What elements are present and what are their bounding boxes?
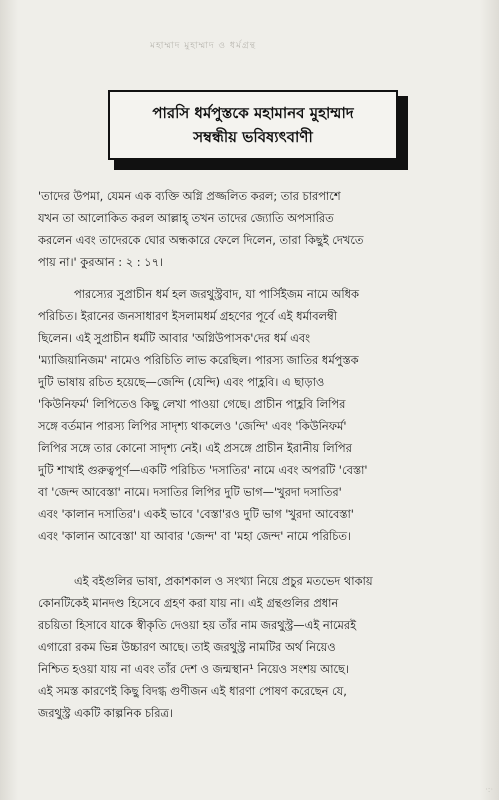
text-line: এবং 'কালান দসাতির'। একই ভাবে 'বেস্তা'রও দুটি ভাগ 'খুরদা আবেস্তা' xyxy=(38,507,354,521)
text-line: এবং 'কালান আবেস্তা' যা আবার 'জেন্দ' বা 'মহা জেন্দ' নামে পরিচিত। xyxy=(38,529,351,543)
text-line: 'ম্যাজিয়ানিজম' নামেও পরিচিতি লাভ করেছিল। পারস্য জাতির ধর্মপুস্তক xyxy=(38,353,359,367)
text-line: দুটি শাখাই গুরুত্বপূর্ণ—একটি পরিচিত 'দসাতির' নামে এবং অপরটি 'বেস্তা' xyxy=(38,463,368,477)
book-authorship-paragraph xyxy=(38,570,468,724)
text-line: পায় না।' কুরআন : ২ : ১৭। xyxy=(38,255,164,269)
bleed-through-header: মহাম্মাদ মুহাম্মাদ ও ধর্মগ্রন্থ xyxy=(150,41,257,50)
zoroastrianism-paragraph xyxy=(38,283,468,547)
text-line: এই সমস্ত কারণেই কিছু বিদগ্ধ গুণীজন এই ধারণা পোষণ করেছেন যে, xyxy=(38,684,347,698)
text-line: করলেন এবং তাদেরকে ঘোর অন্ধকারে ফেলে দিলেন, তারা কিছুই দেখতে xyxy=(38,233,364,247)
text-line: এগারো রকম ভিন্ন উচ্চারণ আছে। তাই জরথুস্ট্র নামটির অর্থ নিয়েও xyxy=(38,640,336,654)
text-line: দুটি ভাষায় রচিত হয়েছে—জেন্দি (যেন্দি) এবং পাহ্লবি। এ ছাড়াও xyxy=(38,375,325,389)
text-line: লিপির সঙ্গে তার কোনো সাদৃশ্য নেই। এই প্রসঙ্গে প্রাচীন ইরানীয় লিপির xyxy=(38,441,352,455)
text-line: বা 'জেন্দ আবেস্তা' নামে। দসাতির লিপির দুটি ভাগ—'খুরদা দসাতির' xyxy=(38,485,342,499)
text-line: যখন তা আলোকিত করল আল্লাহ্ তখন তাদের জ্যোতি অপসারিত xyxy=(38,211,334,225)
page-corner-smudge: ·:· xyxy=(485,785,493,794)
text-line: ছিলেন। এই সুপ্রাচীন ধর্মটি আবার 'অগ্নিউপাসক'দের ধর্ম এবং xyxy=(38,331,311,345)
quran-quote-paragraph xyxy=(38,185,468,273)
text-line: 'তাদের উপমা, যেমন এক ব্যক্তি অগ্নি প্রজ্জলিত করল; তার চারপাশে xyxy=(38,189,341,203)
chapter-title-box xyxy=(108,90,398,160)
text-line: কোনটিকেই মানদণ্ড হিসেবে গ্রহণ করা যায় না। এই গ্রন্থগুলির প্রধান xyxy=(38,596,339,610)
text-line: রচয়িতা হিসাবে যাকে স্বীকৃতি দেওয়া হয় তাঁর নাম জরথুস্ট্র—এই নামেরই xyxy=(38,618,357,632)
text-line: পারস্যের সুপ্রাচীন ধর্ম হল জরথুস্ট্রবাদ, যা পার্সিইজম নামে অধিক xyxy=(74,287,359,301)
chapter-title-line-2: সম্বন্ধীয় ভবিষ্যৎবাণী xyxy=(193,128,313,146)
text-line: নিশ্চিত হওয়া যায় না এবং তাঁর দেশ ও জন্মস্থান¹ নিয়েও সংশয় আছে। xyxy=(38,662,349,676)
text-line: পরিচিত। ইরানের জনসাধারণ ইসলামধর্ম গ্রহণের পূর্বে এই ধর্মাবলম্বী xyxy=(38,309,337,323)
text-line: সঙ্গে বর্তমান পারস্য লিপির সাদৃশ্য থাকলেও 'জেন্দি' এবং 'কিউনিফর্ম' xyxy=(38,419,347,433)
text-line: এই বইগুলির ভাষা, প্রকাশকাল ও সংখ্যা নিয়ে প্রচুর মতভেদ থাকায় xyxy=(74,574,373,588)
chapter-title-line-1: পারসি ধর্মপুস্তকে মহামানব মুহাম্মাদ xyxy=(152,104,354,122)
text-line: 'কিউনিফর্ম' লিপিতেও কিছু লেখা পাওয়া গেছে। প্রাচীন পাহ্লবি লিপির xyxy=(38,397,346,411)
text-line: জরথুস্ট্র একটি কাল্পনিক চরিত্র। xyxy=(38,706,173,720)
